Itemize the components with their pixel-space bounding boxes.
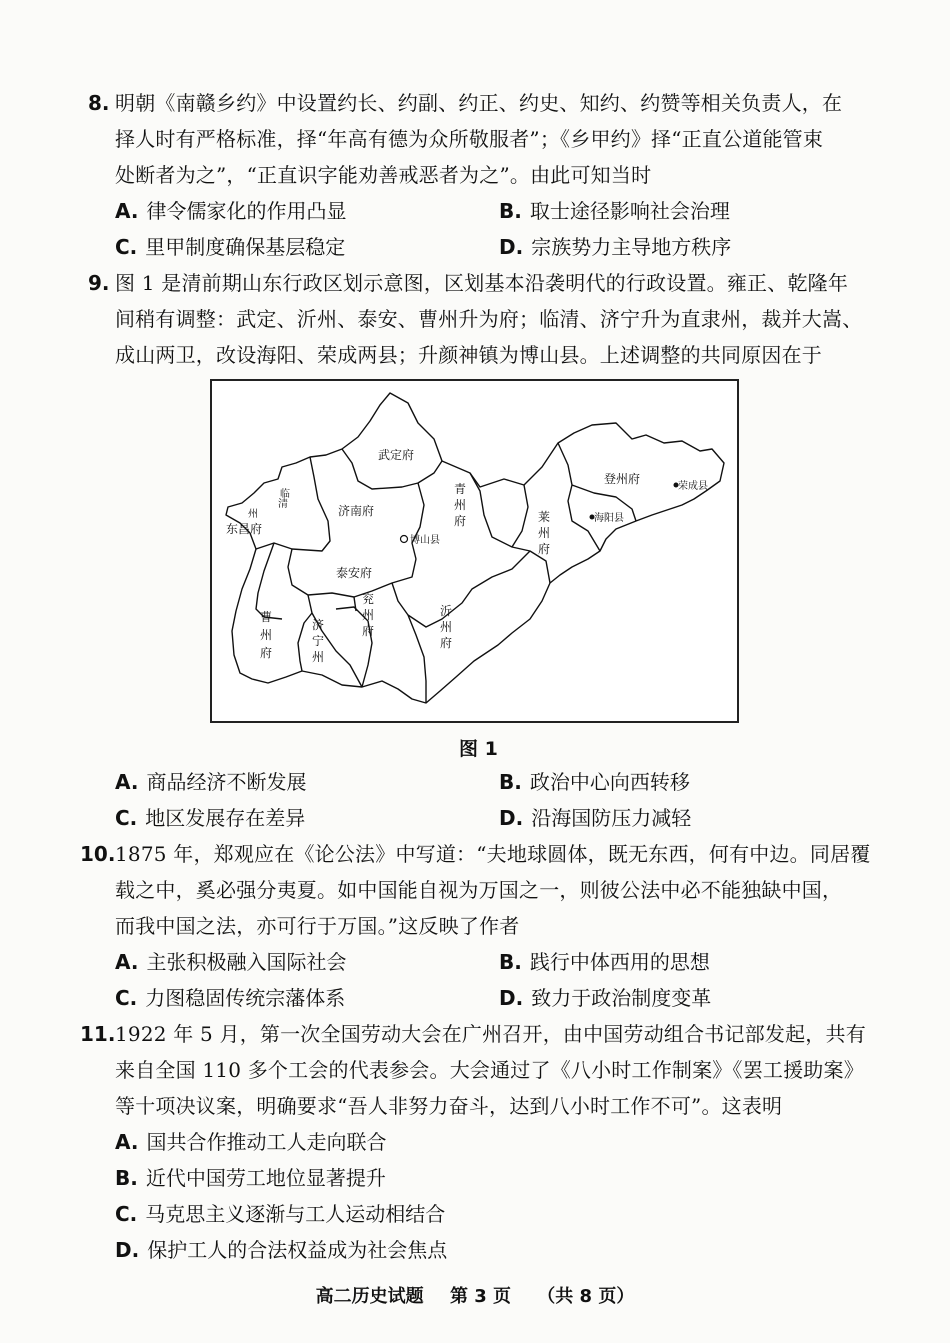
map-label-laizhou-3: 府	[538, 542, 551, 556]
option-d: D. 致力于政治制度变革	[499, 986, 712, 1010]
question-text-line: 图 1 是清前期山东行政区划示意图，区划基本沿袭明代的行政设置。雍正、乾隆年	[115, 271, 849, 295]
map-label-caozhou-3: 府	[260, 646, 273, 660]
map-label-laizhou-2: 州	[538, 526, 551, 540]
map-label-jining-1: 济	[312, 618, 325, 632]
footer-subject: 高二历史试题	[315, 1286, 424, 1307]
map-label-qingzhou-3: 府	[454, 514, 467, 528]
footer-page-number: 第 3 页	[449, 1286, 511, 1307]
footer-total-pages: （共 8 页）	[537, 1286, 635, 1307]
map-label-boshan: 博山县	[410, 535, 440, 546]
map-label-jining-3: 州	[312, 650, 325, 664]
question-text-line: 来自全国 110 多个工会的代表参会。大会通过了《八小时工作制案》《罢工援助案》	[115, 1058, 864, 1082]
option-d: D. 宗族势力主导地方秩序	[499, 235, 732, 259]
question-text-line: 处断者为之”，“正直识字能劝善戒恶者为之”。由此可知当时	[115, 163, 652, 187]
map-label-rongcheng: 荣成县	[678, 481, 708, 492]
question-text-line: 择人时有严格标准，择“年高有德为众所敬服者”；《乡甲约》择“正直公道能管束	[115, 127, 824, 151]
page-footer	[0, 1282, 950, 1308]
map-label-wuding: 武定府	[378, 448, 415, 462]
question-text-line: 1875 年，郑观应在《论公法》中写道：“夫地球圆体，既无东西，何有中边。同居覆	[115, 842, 871, 866]
question-text-line: 而我中国之法，亦可行于万国。”这反映了作者	[115, 914, 520, 938]
question-text-line: 1922 年 5 月，第一次全国劳动大会在广州召开，由中国劳动组合书记部发起，共有	[115, 1022, 866, 1046]
option-a: A. 国共合作推动工人走向联合	[115, 1130, 387, 1154]
map-label-yanzhou-3: 府	[362, 624, 375, 638]
boshan-marker	[401, 536, 408, 543]
figure-caption: 图 1	[459, 738, 498, 760]
option-c: C. 力图稳固传统宗藩体系	[115, 986, 346, 1010]
map-label-linqing-2: 州	[248, 509, 258, 520]
question-number: 9.	[88, 271, 110, 295]
map-label-linqing-3: 清	[278, 499, 288, 510]
map-label-qingzhou-1: 青	[454, 482, 467, 496]
map-label-laizhou-1: 莱	[538, 510, 551, 524]
option-c: C. 马克思主义逐渐与工人运动相结合	[115, 1202, 446, 1226]
map-label-haiyang: 海阳县	[594, 513, 624, 524]
map-label-qingzhou-2: 州	[454, 498, 467, 512]
question-number: 8.	[88, 91, 110, 115]
option-a: A. 主张积极融入国际社会	[115, 950, 347, 974]
question-number: 11.	[80, 1022, 116, 1046]
question-text-line: 载之中，奚必强分夷夏。如中国能自视为万国之一，则彼公法中必不能独缺中国，	[115, 878, 843, 902]
map-label-dongchang: 东昌府	[226, 522, 263, 536]
option-a: A. 商品经济不断发展	[115, 770, 307, 794]
shandong-map	[210, 379, 739, 723]
map-label-jining-2: 宁	[312, 634, 325, 648]
map-label-dengzhou: 登州府	[604, 472, 641, 486]
question-number: 10.	[80, 842, 116, 866]
option-b: B. 践行中体西用的思想	[499, 950, 710, 974]
option-d: D. 沿海国防压力减轻	[499, 806, 692, 830]
option-c: C. 地区发展存在差异	[115, 806, 306, 830]
map-label-taian: 泰安府	[336, 566, 373, 580]
map-label-yizhou-1: 沂	[440, 604, 453, 618]
question-text-line: 等十项决议案，明确要求“吾人非努力奋斗，达到八小时工作不可”。这表明	[115, 1094, 783, 1118]
map-label-linqing-1: 临	[280, 489, 290, 500]
province-outline	[226, 393, 724, 703]
question-text-line: 间稍有调整：武定、沂州、泰安、曹州升为府；临清、济宁升为直隶州，裁并大嵩、	[115, 307, 863, 331]
map-label-caozhou-1: 曹	[260, 610, 273, 624]
map-label-yizhou-3: 府	[440, 636, 453, 650]
map-label-yanzhou-1: 兖	[362, 592, 375, 606]
map-label-yizhou-2: 州	[440, 620, 453, 634]
option-b: B. 政治中心向西转移	[499, 770, 690, 794]
map-label-jinan: 济南府	[338, 504, 375, 518]
option-b: B. 近代中国劳工地位显著提升	[115, 1166, 386, 1190]
option-a: A. 律令儒家化的作用凸显	[115, 199, 347, 223]
question-text-line: 明朝《南赣乡约》中设置约长、约副、约正、约史、知约、约赞等相关负责人，在	[115, 91, 843, 115]
option-d: D. 保护工人的合法权益成为社会焦点	[115, 1238, 448, 1262]
map-label-yanzhou-2: 州	[362, 608, 375, 622]
option-c: C. 里甲制度确保基层稳定	[115, 235, 346, 259]
map-label-caozhou-2: 州	[260, 628, 273, 642]
map-svg	[212, 381, 737, 721]
question-text-line: 成山两卫，改设海阳、荣成两县；升颜神镇为博山县。上述调整的共同原因在于	[115, 343, 822, 367]
option-b: B. 取士途径影响社会治理	[499, 199, 730, 223]
